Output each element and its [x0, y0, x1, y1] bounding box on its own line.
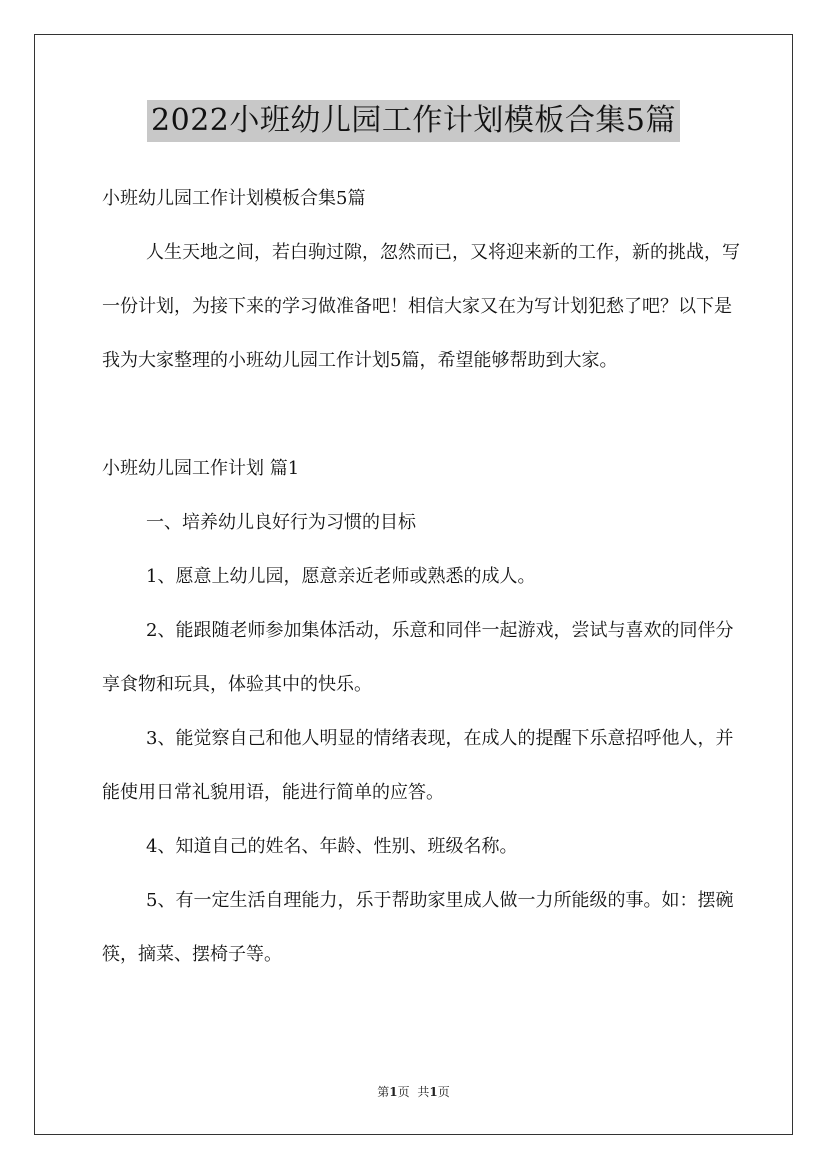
- list-item-2: 2、能跟随老师参加集体活动，乐意和同伴一起游戏，尝试与喜欢的同伴分享食物和玩具，体验其中的快乐。: [102, 620, 734, 695]
- list-item-1: 1、愿意上幼儿园，愿意亲近老师或熟悉的成人。: [146, 566, 536, 587]
- document-body: [102, 172, 742, 982]
- document-title: 2022小班幼儿园工作计划模板合集5篇: [147, 100, 680, 142]
- list-item-5: 5、有一定生活自理能力，乐于帮助家里成人做一力所能级的事。如：摆碗筷，摘菜、摆椅子等。: [102, 890, 734, 965]
- list-item-3: 3、能觉察自己和他人明显的情绪表现，在成人的提醒下乐意招呼他人，并能使用日常礼貌用语，能进行简单的应答。: [102, 728, 734, 803]
- intro-paragraph: 人生天地之间，若白驹过隙，忽然而已，又将迎来新的工作，新的挑战，写一份计划，为接下来的学习做准备吧！相信大家又在为写计划犯愁了吧？以下是我为大家整理的小班幼儿园工作计划5篇，希望能够帮助到大家。: [102, 242, 740, 371]
- document-subtitle: 小班幼儿园工作计划模板合集5篇: [102, 188, 366, 209]
- title-container: [0, 100, 827, 142]
- section-heading: 小班幼儿园工作计划 篇1: [102, 458, 300, 479]
- total-suffix: 页: [437, 1085, 450, 1099]
- section-subheading: 一、培养幼儿良好行为习惯的目标: [146, 512, 416, 533]
- total-prefix: 共: [417, 1085, 430, 1099]
- page-prefix: 第: [377, 1085, 390, 1099]
- list-item-4: 4、知道自己的姓名、年龄、性别、班级名称。: [146, 836, 518, 857]
- page-suffix: 页: [397, 1085, 410, 1099]
- page-footer: [0, 1084, 827, 1100]
- total-pages: 1: [429, 1085, 438, 1099]
- page-number: 1: [389, 1085, 398, 1099]
- section-spacer: [102, 388, 742, 442]
